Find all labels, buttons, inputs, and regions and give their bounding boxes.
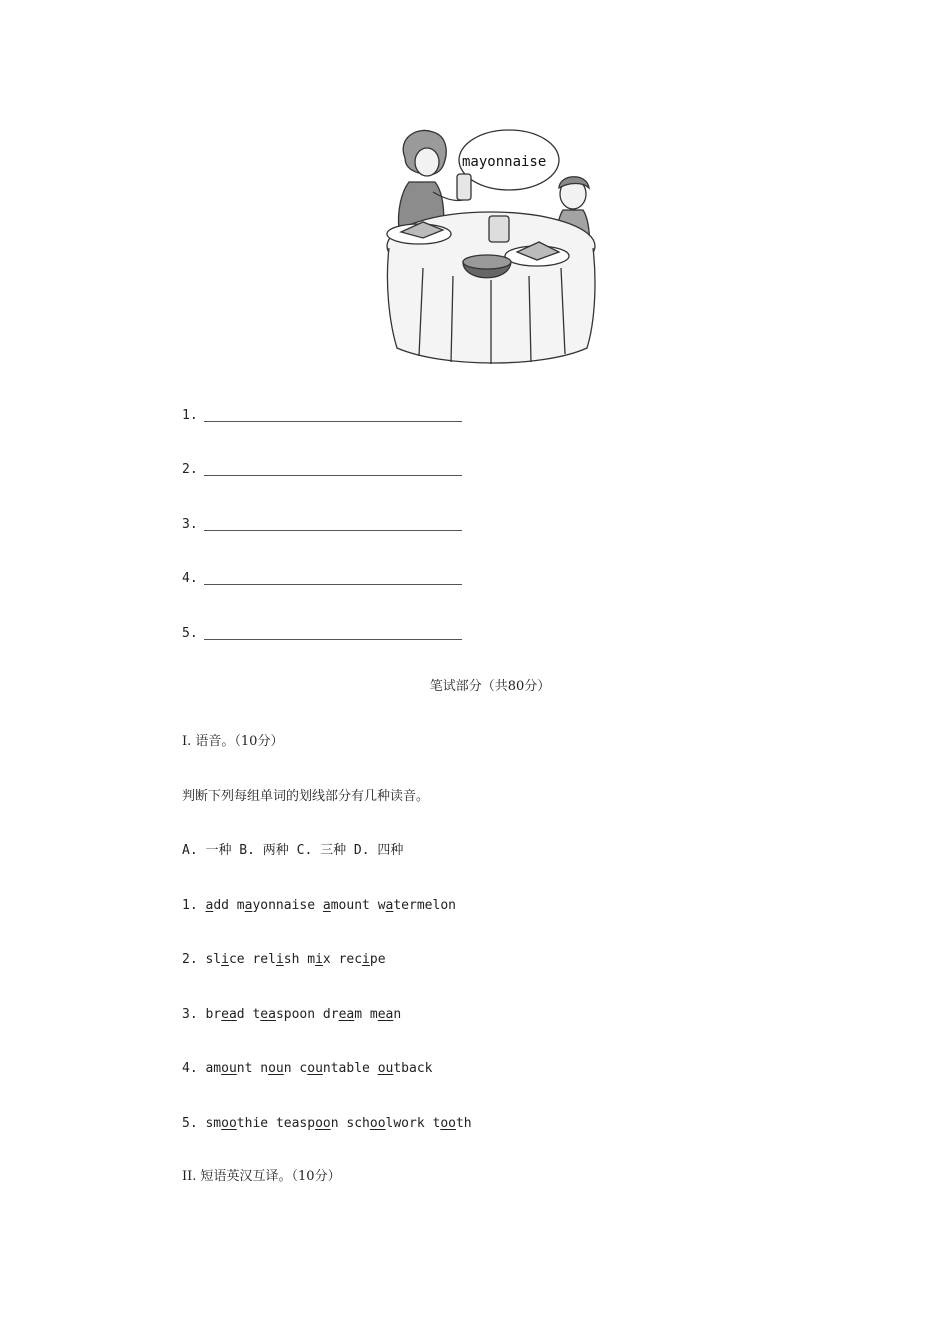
question-row [182,1007,401,1023]
question-word: recipe [338,952,386,967]
question-word: mayonnaise [236,898,316,913]
blank-number: 1. [182,408,198,423]
underlined-letters: ea [338,1007,355,1022]
answer-line[interactable] [204,584,462,585]
section-title: 笔试部分（共80分） [429,679,551,694]
question-row [182,1061,433,1077]
underlined-letters: ou [377,1061,394,1076]
question-number: 1. [182,898,206,913]
underlined-letters: a [244,898,253,913]
question-word: dream [322,1007,363,1022]
answer-options: A. 一种 B. 两种 C. 三种 D. 四种 [182,843,404,858]
underlined-letters: oo [221,1116,237,1131]
question-word: mean [369,1007,402,1022]
question-word: amount [322,898,370,913]
question-word: slice [205,952,245,967]
question-word: amount [205,1061,253,1076]
question-word: add [205,898,229,913]
underlined-letters: ou [221,1061,237,1076]
question-word: relish [252,952,300,967]
underlined-letters: ea [221,1007,237,1022]
question-word: bread [205,1007,245,1022]
bubble-text: mayonnaise [462,154,547,170]
question-word: teaspoon [275,1116,339,1131]
question-word: smoothie [205,1116,269,1131]
question-number: 5. [182,1116,206,1131]
underlined-letters: a [205,898,214,913]
question-number: 2. [182,952,206,967]
question-row [182,898,456,914]
underlined-letters: i [221,952,229,967]
question-number: 3. [182,1007,206,1022]
question-number: 4. [182,1061,206,1076]
blank-number: 4. [182,571,198,586]
question-row [182,952,386,968]
mayonnaise-illustration [383,122,613,366]
underlined-letters: ea [260,1007,276,1022]
underlined-letters: oo [369,1116,386,1131]
answer-line[interactable] [204,421,462,422]
underlined-letters: i [275,952,284,967]
answer-line[interactable] [204,475,462,476]
question-word: tooth [432,1116,472,1131]
question-word: outback [377,1061,433,1076]
underlined-letters: a [322,898,331,913]
underlined-letters: a [385,898,394,913]
blank-number: 5. [182,626,198,641]
underlined-letters: oo [440,1116,456,1131]
part1-instruction: 判断下列每组单词的划线部分有几种读音。 [182,789,430,804]
answer-line[interactable] [204,639,462,640]
blank-number: 3. [182,517,198,532]
blank-number: 2. [182,462,198,477]
question-word: mix [307,952,331,967]
underlined-letters: ou [268,1061,284,1076]
question-word: watermelon [377,898,456,913]
underlined-letters: oo [315,1116,331,1131]
underlined-letters: i [362,952,370,967]
underlined-letters: i [315,952,323,967]
question-word: countable [299,1061,370,1076]
underlined-letters: ou [307,1061,323,1076]
question-word: noun [260,1061,292,1076]
part1-heading: I. 语音。（10分） [182,734,284,749]
question-word: teaspoon [252,1007,316,1022]
question-word: schoolwork [346,1116,425,1131]
underlined-letters: ea [377,1007,394,1022]
answer-line[interactable] [204,530,462,531]
question-row [182,1116,472,1132]
part2-heading: II. 短语英汉互译。（10分） [182,1169,341,1184]
